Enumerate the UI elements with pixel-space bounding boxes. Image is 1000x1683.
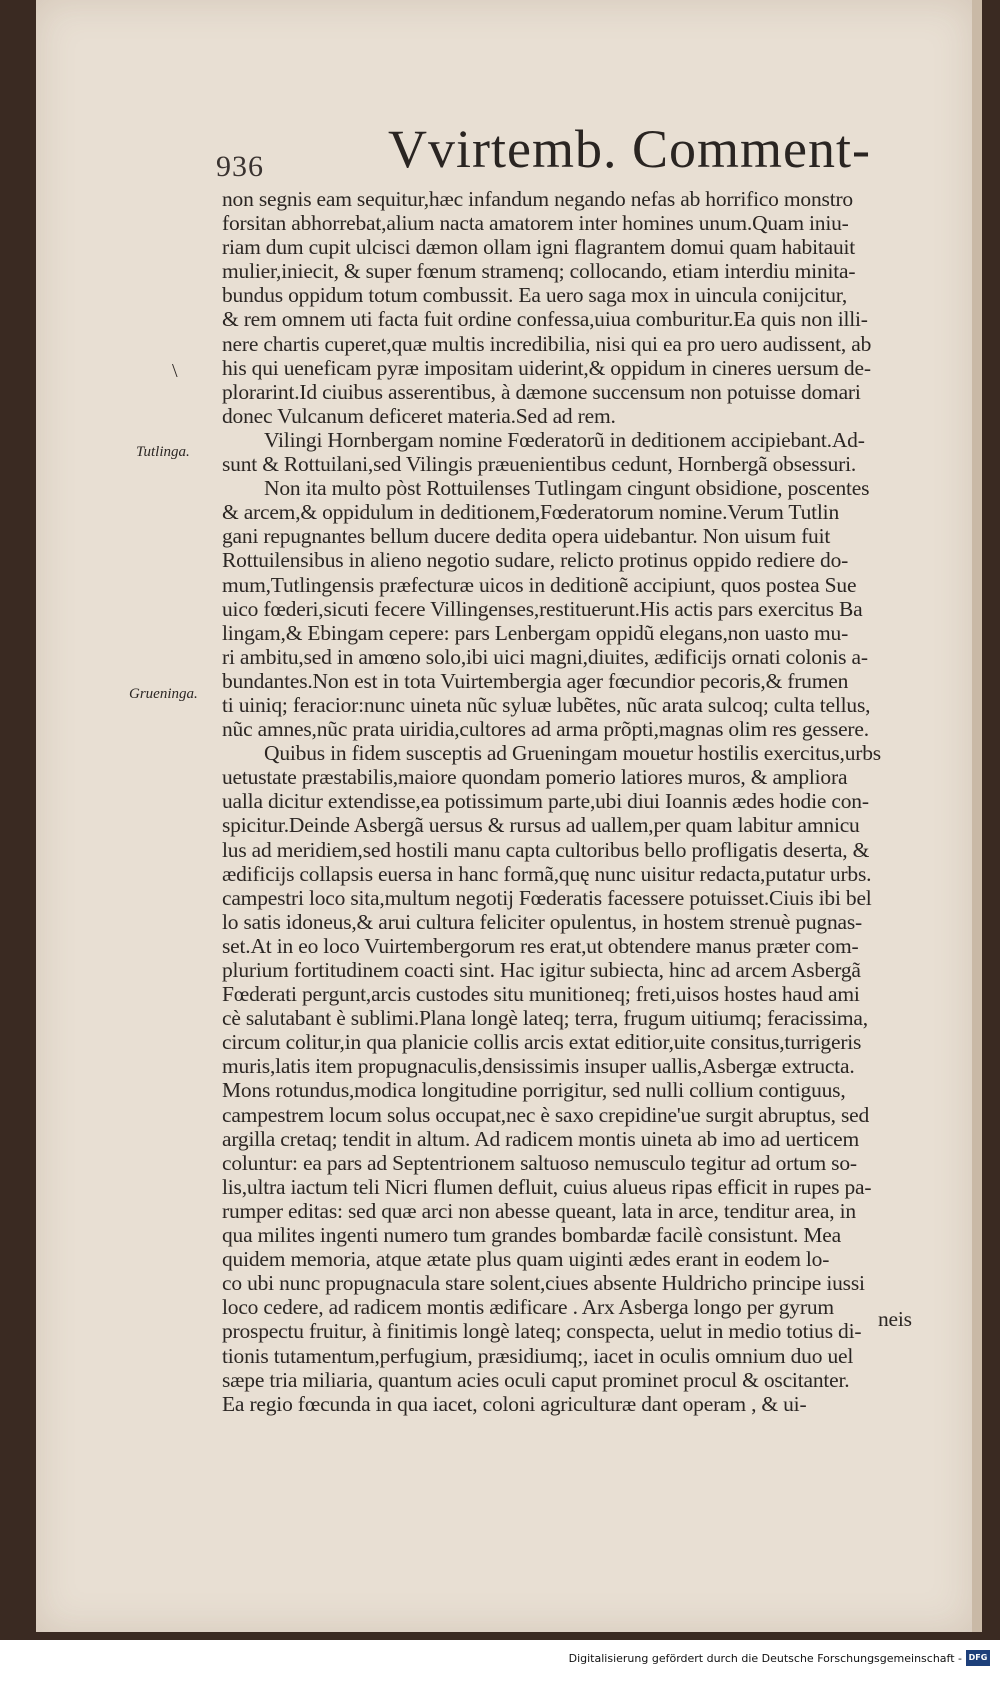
text-line: his qui ueneficam pyræ impositam uiderint,& oppidum in cineres uersum de- <box>222 355 871 380</box>
text-line: set.At in eo loco Vuirtembergorum res erat,ut obtendere manus præter com- <box>222 933 859 958</box>
text-line: muris,latis item propugnaculis,densissimis insuper uallis,Asbergæ extructa. <box>222 1054 855 1079</box>
text-line: Ea regio fœcunda in qua iacet, coloni agriculturæ dant operam , & ui- <box>222 1391 807 1416</box>
text-line: & rem omnem uti facta fuit ordine confessa,uiua comburitur.Ea quis non illi- <box>222 307 868 332</box>
text-line: ualla dicitur extendisse,ea potissimum parte,ubi diui Ioannis ædes hodie con- <box>222 789 869 814</box>
text-line: plurium fortitudinem coacti sint. Hac igitur subiecta, hinc ad arcem Asbergã <box>222 958 861 982</box>
text-line: forsitan abhorrebat,alium nacta amatorem inter homines unum.Quam iniu- <box>222 211 849 236</box>
text-line: riam dum cupit ulcisci dæmon ollam igni flagrantem domui quam habitauit <box>222 235 856 260</box>
catchword: neis <box>878 1307 912 1331</box>
text-line: Vilingi Hornbergam nomine Fœderatorũ in deditionem accipiebant.Ad- <box>264 427 865 452</box>
text-line: donec Vulcanum deficeret materia.Sed ad rem. <box>222 403 616 428</box>
text-line: bundus oppidum totum combussit. Ea uero saga mox in uincula conijcitur, <box>222 283 848 308</box>
text-line: uico fœderi,sicuti fecere Villingenses,restituerunt.His actis pars exercitus Ba <box>222 596 863 621</box>
text-line: lingam,& Ebingam cepere: pars Lenbergam oppidũ elegans,non uasto mu- <box>222 620 849 645</box>
margin-mark: \ <box>172 360 178 382</box>
text-line: tionis tutamentum,perfugium, præsidiumq;, iacet in oculis omnium duo uel <box>222 1343 854 1368</box>
dfg-logo-icon: DFG <box>966 1650 990 1666</box>
text-line: argilla cretaq; tendit in altum. Ad radicem montis uineta ab imo ad uerticem <box>222 1126 859 1151</box>
text-line: cè salutabant è sublimi.Plana longè lateq; terra, frugum uitiumq; feracissima, <box>222 1006 868 1031</box>
margin-note-tutlinga: Tutlinga. <box>136 444 190 460</box>
text-line: quidem memoria, atque ætate plus quam uiginti ædes erant in eodem lo- <box>222 1247 830 1272</box>
text-line: ri ambitu,sed in amœno solo,ibi uici magni,diuites, ædificijs ornati colonis a- <box>222 644 868 669</box>
page-header <box>36 118 973 188</box>
text-line: mulier,iniecit, & super fœnum stramenq; collocando, etiam interdiu minita- <box>222 259 856 284</box>
text-line: lo satis idoneus,& arui cultura feliciter opulentus, in hostem strenuè pugnas- <box>222 909 863 934</box>
text-line: campestrem locum solus occupat,nec è saxo crepidine'ue surgit abruptus, sed <box>222 1102 870 1127</box>
text-line: non segnis eam sequitur,hæc infandum negando nefas ab horrifico monstro <box>222 187 853 211</box>
text-line: spicitur.Deinde Asbergã uersus & rursus ad uallem,per quam labitur amnicu <box>222 813 860 838</box>
text-line: co ubi nunc propugnacula stare solent,ciues absente Huldricho principe iussi <box>222 1271 865 1296</box>
text-line: sunt & Rottuilani,sed Vilingis præuenientibus cedunt, Hornbergã obsessuri. <box>222 452 857 477</box>
book-page <box>36 0 973 1632</box>
text-line: prospectu fruitur, à finitimis longè lateq; conspecta, uelut in medio totius di- <box>222 1319 862 1344</box>
text-line: campestri loco sita,multum negotij Fœderatis facessere potuisset.Ciuis ibi bel <box>222 885 872 910</box>
text-line: bundantes.Non est in tota Vuirtembergia ager fœcundior pecoris,& frumen <box>222 668 849 693</box>
text-line: nere chartis cuperet,quæ multis incredibilia, nisi qui ea pro uero audissent, ab <box>222 331 872 356</box>
running-title: Vvirtemb. Comment- <box>388 119 871 179</box>
body-text <box>222 187 952 1416</box>
text-line: circum colitur,in qua planicie collis arcis extat editior,uite consitus,turrigeris <box>222 1030 862 1055</box>
page-number: 936 <box>216 150 264 183</box>
text-line: Quibus in fidem susceptis ad Grueningam mouetur hostilis exercitus,urbs <box>264 741 881 766</box>
footer <box>0 1640 1000 1683</box>
text-line: qua milites ingenti numero tum grandes bombardæ facilè consistunt. Mea <box>222 1223 841 1248</box>
text-line: lis,ultra iactum teli Nicri flumen defluit, cuius alueus ripas efficit in rupes pa- <box>222 1174 872 1199</box>
text-line: ti uiniq; feracior:nunc uineta nũc syluæ lubẽtes, nũc arata sulcoq; culta tellus, <box>222 692 871 717</box>
text-line: rumper editas: sed quæ arci non abesse queant, lata in arce, tenditur area, in <box>222 1198 856 1223</box>
text-line: Fœderati pergunt,arcis custodes situ munitioneq; freti,uisos hostes haud ami <box>222 982 860 1007</box>
text-line: gani repugnantes bellum ducere dedita opera uidebantur. Non uisum fuit <box>222 524 831 549</box>
text-line: Non ita multo pòst Rottuilenses Tutlingam cingunt obsidione, poscentes <box>264 476 870 501</box>
text-line: Mons rotundus,modica longitudine porrigitur, sed nulli collium contiguus, <box>222 1078 846 1103</box>
text-line: plorarint.Id ciuibus asserentibus, à dæmone succensum non potuisse domari <box>222 379 861 404</box>
text-line: & arcem,& oppidulum in deditionem,Fœderatorum nomine.Verum Tutlin <box>222 500 840 525</box>
text-line: uetustate præstabilis,maiore quondam pomerio latiores muros, & ampliora <box>222 765 848 790</box>
text-line: nũc amnes,nũc prata uiridia,cultores ad arma prõpti,magnas olim res gessere. <box>222 717 869 742</box>
text-line: ædificijs collapsis euersa in hanc formã,quę nunc uisitur redacta,putatur urbs. <box>222 861 872 886</box>
page-edge <box>972 0 982 1632</box>
text-line: loco cedere, ad radicem montis ædificare . Arx Asberga longo per gyrum <box>222 1295 834 1320</box>
text-line: mum,Tutlingensis præfecturæ uicos in deditionẽ accipiunt, quos postea Sue <box>222 572 857 597</box>
text-line: sæpe tria miliaria, quantum acies oculi caput prominet procul & oscitanter. <box>222 1367 850 1392</box>
margin-note-grueninga: Grueninga. <box>129 686 198 702</box>
text-line: Rottuilensibus in alieno negotio sudare, relicto protinus oppido rediere do- <box>222 548 849 573</box>
dfg-credit: Digitalisierung gefördert durch die Deutsche Forschungsgemeinschaft - <box>568 1652 962 1665</box>
text-line: lus ad meridiem,sed hostili manu capta cultoribus bello profligatis deserta, & <box>222 837 870 862</box>
text-line: coluntur: ea pars ad Septentrionem saltuoso nemusculo tegitur ad ortum so- <box>222 1150 857 1175</box>
